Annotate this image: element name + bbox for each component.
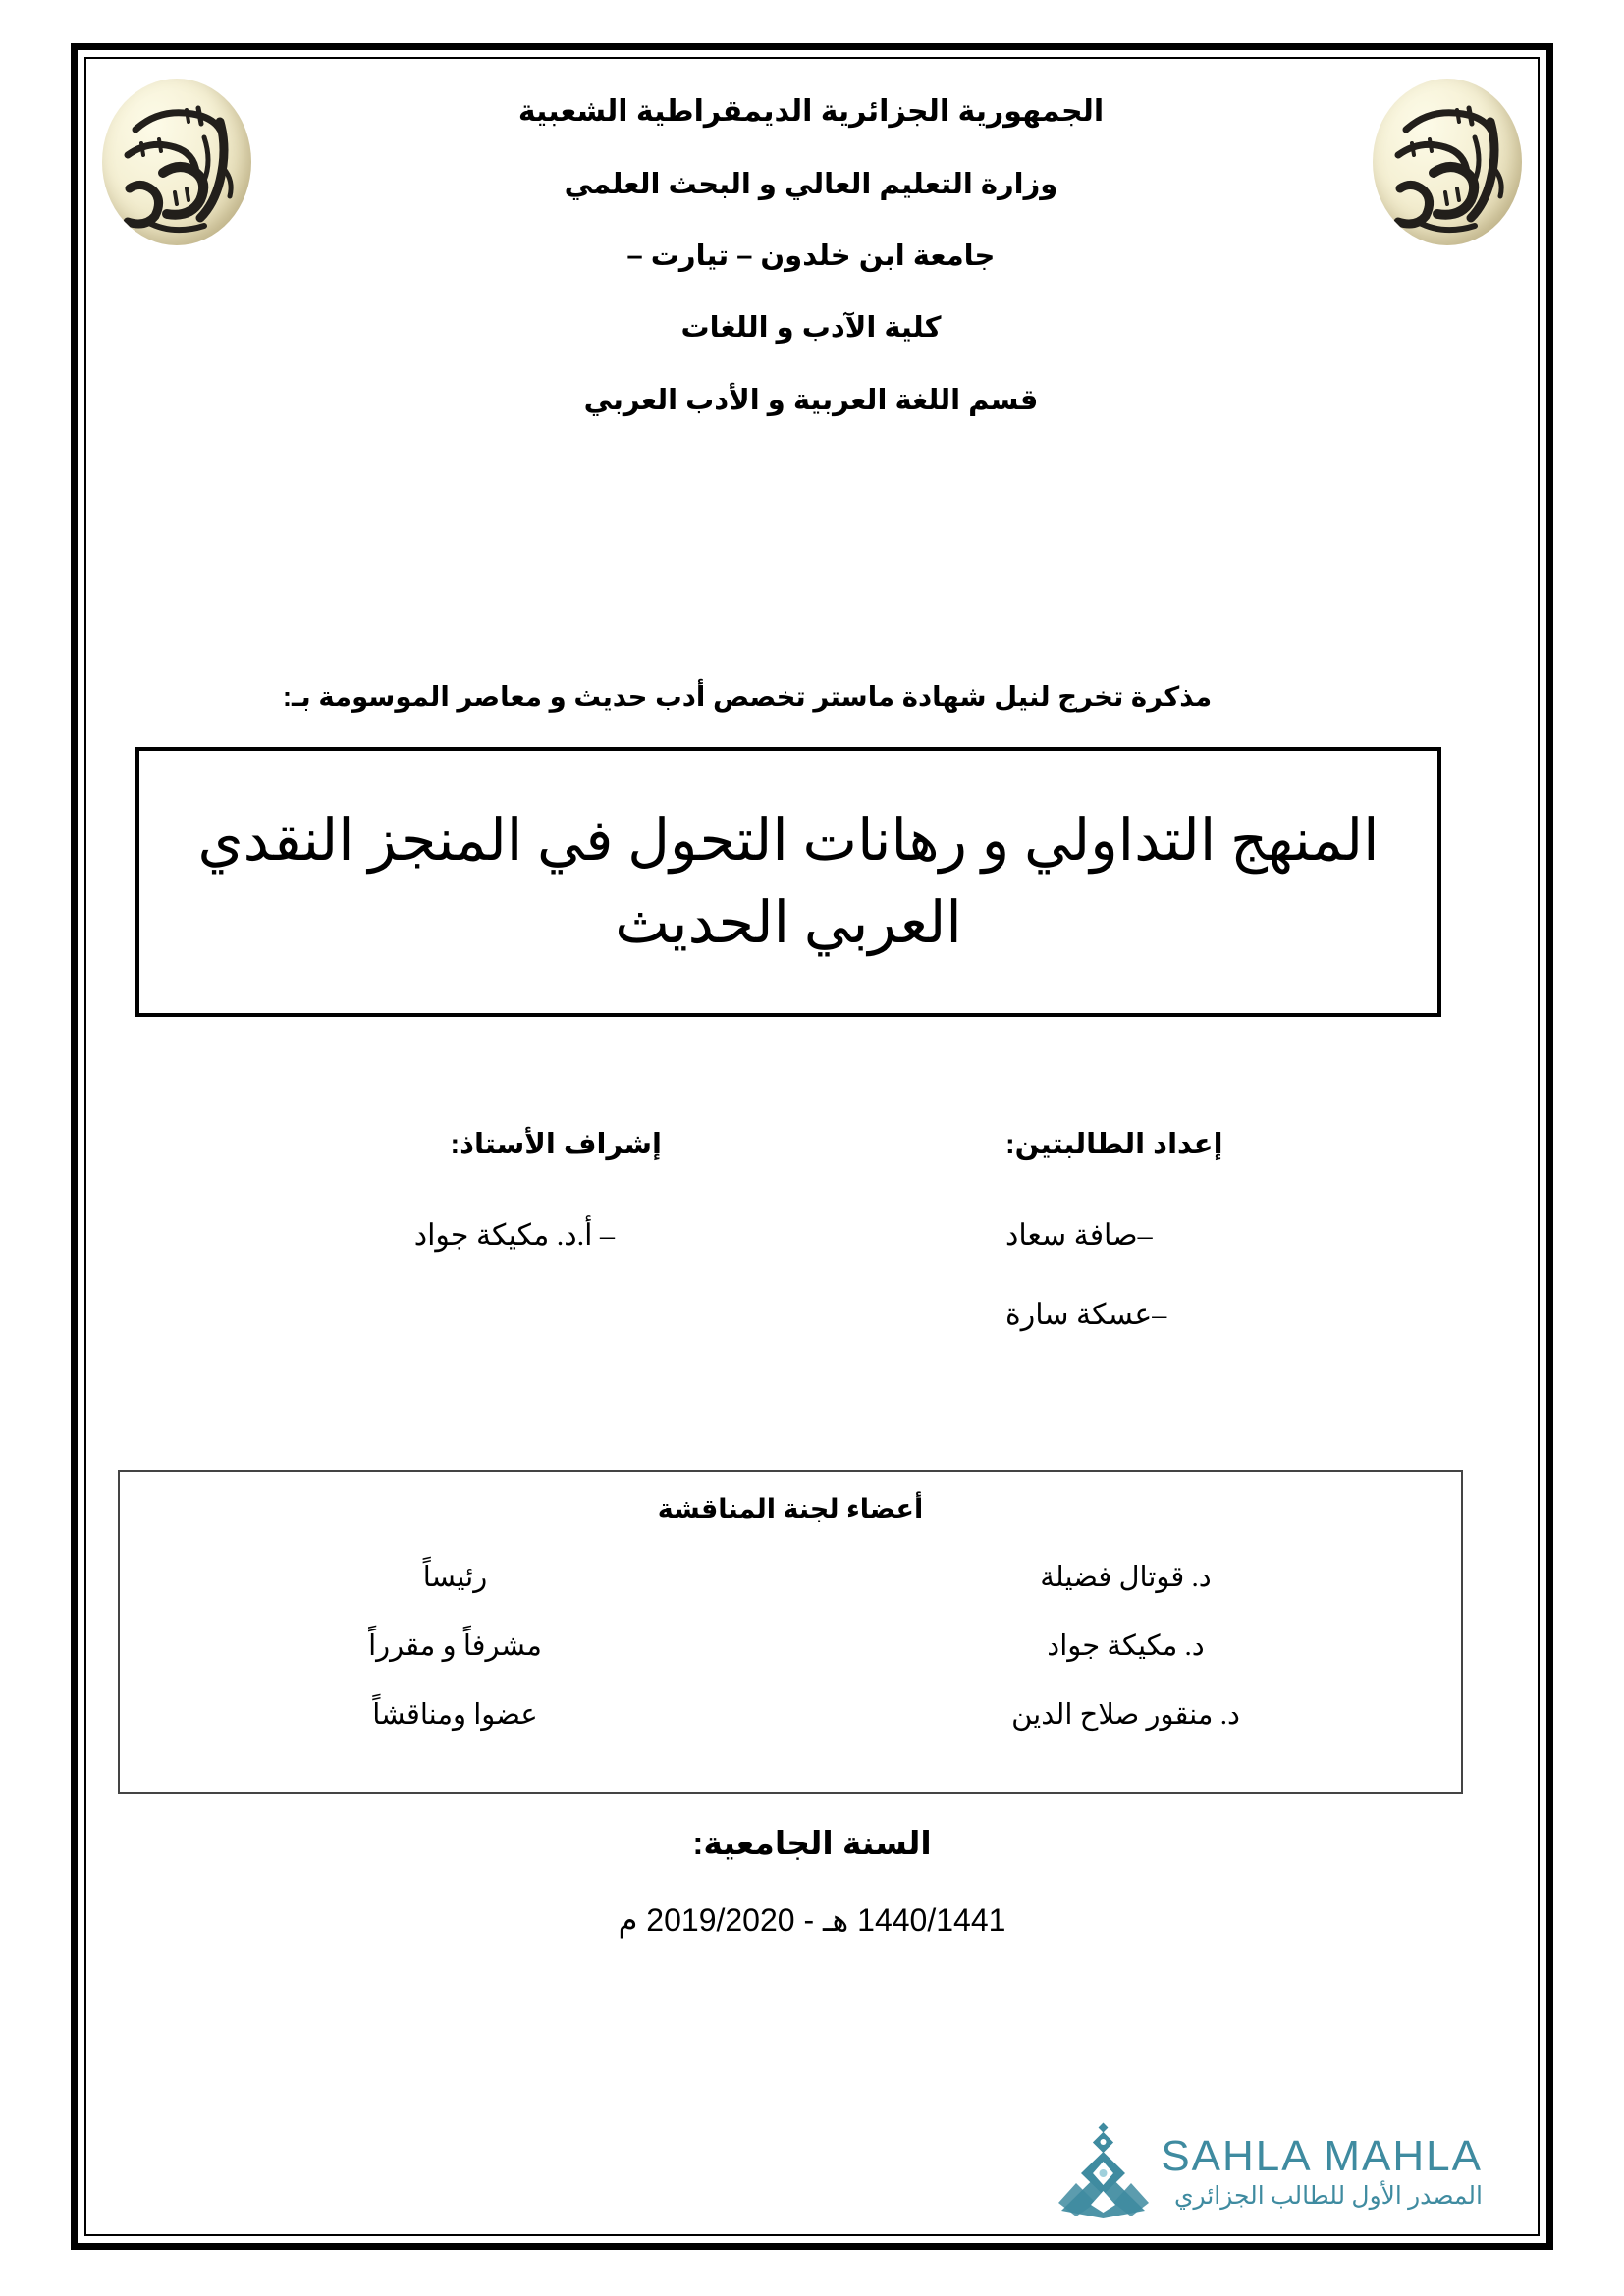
sahla-mahla-logo-icon bbox=[1056, 2122, 1151, 2220]
committee-member-role: عضوا ومناقشاً bbox=[372, 1699, 538, 1731]
committee-rows bbox=[120, 1560, 1461, 1732]
thesis-title: المنهج التداولي و رهانات التحول في المنجز النقدي العربي الحديث bbox=[197, 807, 1380, 955]
committee-member-role: رئيساً bbox=[422, 1562, 488, 1593]
table-row bbox=[120, 1560, 1461, 1594]
committee-member-role: مشرفاً و مقرراً bbox=[368, 1630, 542, 1662]
sahla-mahla-tagline: المصدر الأول للطالب الجزائري bbox=[1173, 2182, 1483, 2210]
institution-header bbox=[251, 96, 1371, 415]
header-line-faculty: كلية الآدب و اللغات bbox=[680, 312, 942, 345]
thesis-statement: مذكرة تخرج لنيل شهادة ماستر تخصص أدب حديث و معاصر الموسومة بـ: bbox=[282, 681, 1213, 712]
header-line-country: الجمهورية الجزائرية الديمقراطية الشعبية bbox=[517, 95, 1105, 128]
student-name-2: –عسكة سارة bbox=[1005, 1299, 1167, 1331]
students-column bbox=[948, 1127, 1518, 1377]
university-emblem-icon-secondary bbox=[102, 79, 251, 245]
thesis-title-box bbox=[135, 747, 1441, 1017]
academic-year-block bbox=[84, 1824, 1540, 1939]
committee-box bbox=[118, 1470, 1463, 1794]
sahla-mahla-brand: SAHLA MAHLA bbox=[1161, 2131, 1483, 2180]
table-row bbox=[120, 1697, 1461, 1732]
sahla-mahla-watermark bbox=[1056, 2122, 1483, 2220]
committee-title: أعضاء لجنة المناقشة bbox=[657, 1494, 924, 1523]
students-heading: إعداد الطالبتين: bbox=[1005, 1129, 1223, 1160]
table-row bbox=[120, 1629, 1461, 1663]
header-line-ministry: وزارة التعليم العالي و البحث العلمي bbox=[564, 168, 1058, 200]
student-name-1: –صافة سعاد bbox=[1005, 1219, 1153, 1252]
supervisor-name-1: – أ.د. مكيكة جواد bbox=[413, 1219, 615, 1252]
header-line-university: جامعة ابن خلدون – تيارت – bbox=[626, 240, 996, 272]
supervisor-column bbox=[173, 1127, 723, 1298]
header-line-department: قسم اللغة العربية و الأدب العربي bbox=[583, 384, 1039, 416]
committee-member-name: د. منقور صلاح الدين bbox=[1011, 1699, 1240, 1731]
page-content bbox=[84, 57, 1540, 2236]
university-emblem-icon bbox=[1373, 79, 1522, 245]
academic-year-label: السنة الجامعية: bbox=[692, 1825, 932, 1861]
people-section bbox=[84, 1127, 1540, 1451]
sahla-mahla-text bbox=[1161, 2131, 1483, 2210]
academic-year-value: 1440/1441 هـ - 2019/2020 م bbox=[618, 1902, 1006, 1938]
supervisor-heading: إشراف الأستاذ: bbox=[450, 1129, 662, 1160]
committee-member-name: د. مكيكة جواد bbox=[1047, 1630, 1205, 1662]
committee-member-name: د. قوتال فضيلة bbox=[1040, 1562, 1212, 1593]
